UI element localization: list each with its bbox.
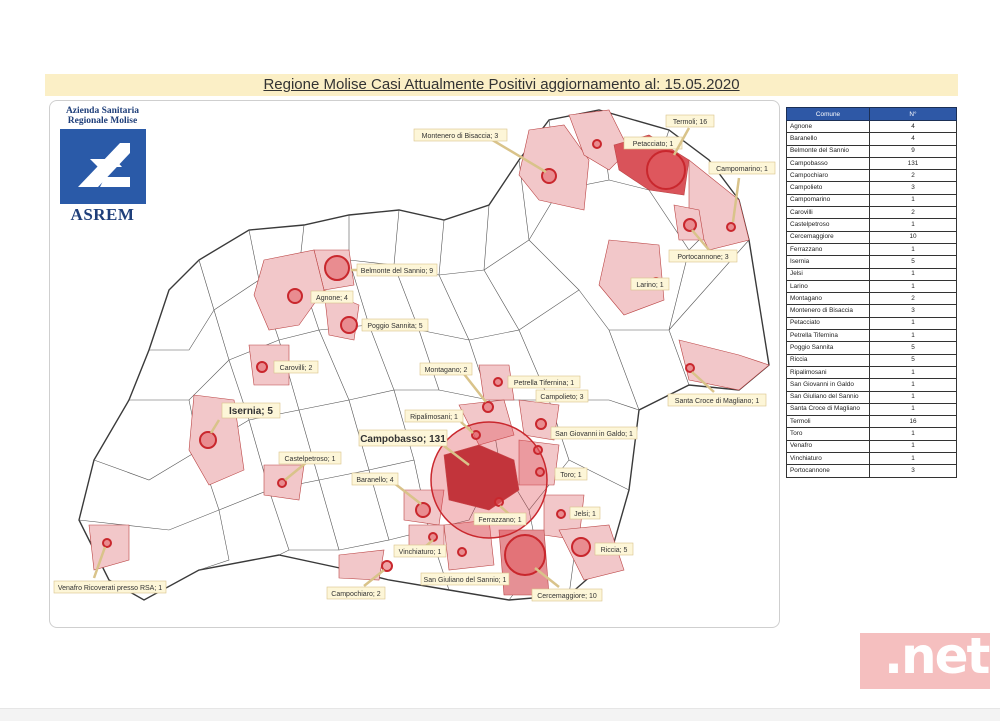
cell-count: 2 xyxy=(870,293,957,305)
cell-count: 4 xyxy=(870,133,957,145)
table-row xyxy=(787,330,957,342)
cell-count: 1 xyxy=(870,268,957,280)
label-campochiaro: Campochiaro; 2 xyxy=(331,591,381,598)
label-campomarino: Campomarino; 1 xyxy=(716,166,768,173)
label-jelsi: Jelsi; 1 xyxy=(574,511,596,518)
marker-campomarino xyxy=(727,223,735,231)
label-ferrazzano: Ferrazzano; 1 xyxy=(478,517,522,524)
label-venafro: Venafro Ricoverati presso RSA; 1 xyxy=(57,585,163,592)
table-row xyxy=(787,182,957,194)
cell-count: 1 xyxy=(870,453,957,465)
label-campolieto: Campolieto; 3 xyxy=(540,394,584,401)
cell-comune: Montenero di Bisaccia xyxy=(787,305,870,317)
logo-acronym: ASREM xyxy=(70,205,135,224)
label-termoli: Termoli; 16 xyxy=(672,119,708,126)
cell-count: 16 xyxy=(870,416,957,428)
label-agnone: Agnone; 4 xyxy=(316,295,348,302)
callout-jelsi xyxy=(570,507,600,519)
table-row xyxy=(787,428,957,440)
cell-count: 2 xyxy=(870,207,957,219)
marker-petrella xyxy=(494,378,502,386)
table-row xyxy=(787,342,957,354)
cell-count: 5 xyxy=(870,354,957,366)
table-row xyxy=(787,293,957,305)
callout-carovilli xyxy=(274,361,318,373)
cell-count: 2 xyxy=(870,170,957,182)
cell-comune: Castelpetroso xyxy=(787,219,870,231)
marker-baranello xyxy=(416,503,430,517)
title-text: Regione Molise Casi Attualmente Positivi aggiornamento al: 15.05.2020 xyxy=(263,76,740,93)
page-title xyxy=(45,74,958,96)
cell-comune: Carovilli xyxy=(787,207,870,219)
cell-comune: San Giovanni in Galdo xyxy=(787,379,870,391)
label-petrella: Petrella Tifernina; 1 xyxy=(513,380,575,387)
cases-table xyxy=(786,107,957,478)
label-cercemaggiore: Cercemaggiore; 10 xyxy=(537,593,597,600)
marker-cercemaggiore xyxy=(505,535,545,575)
cell-count: 5 xyxy=(870,342,957,354)
cell-count: 1 xyxy=(870,403,957,415)
marker-jelsi xyxy=(557,510,565,518)
table-row xyxy=(787,256,957,268)
logo-line-1: Azienda Sanitaria xyxy=(65,106,140,116)
cell-comune: Ripalimosani xyxy=(787,366,870,378)
bottom-strip xyxy=(0,708,1000,721)
cell-count: 1 xyxy=(870,330,957,342)
cell-count: 1 xyxy=(870,428,957,440)
table-row xyxy=(787,243,957,255)
cell-count: 1 xyxy=(870,280,957,292)
cell-comune: Petrella Tifernina xyxy=(787,330,870,342)
table-row xyxy=(787,465,957,477)
label-sangiuliano: San Giuliano del Sannio; 1 xyxy=(423,577,507,584)
marker-carovilli xyxy=(257,362,267,372)
marker-petacciato xyxy=(593,140,601,148)
header-comune: Comune xyxy=(787,108,870,121)
cell-comune: Campobasso xyxy=(787,157,870,169)
callout-toro xyxy=(555,468,587,480)
cell-comune: Poggio Sannita xyxy=(787,342,870,354)
cell-count: 3 xyxy=(870,465,957,477)
callout-riccia xyxy=(595,543,633,555)
cell-count: 3 xyxy=(870,305,957,317)
label-sangiovanni: San Giovanni in Galdo; 1 xyxy=(555,431,633,438)
callout-sangiovanni xyxy=(551,427,637,439)
cell-comune: Vinchiaturo xyxy=(787,453,870,465)
marker-poggio xyxy=(341,317,357,333)
cell-count: 1 xyxy=(870,194,957,206)
marker-venafro xyxy=(103,539,111,547)
label-belmonte: Belmonte del Sannio; 9 xyxy=(360,268,434,275)
callout-campolieto xyxy=(536,390,588,402)
cell-comune: Agnone xyxy=(787,121,870,133)
table-row xyxy=(787,317,957,329)
table-row xyxy=(787,157,957,169)
label-ripalimosani: Ripalimosani; 1 xyxy=(410,414,458,421)
cell-count: 1 xyxy=(870,391,957,403)
cell-count: 1 xyxy=(870,219,957,231)
table-row xyxy=(787,440,957,452)
label-portocannone: Portocannone; 3 xyxy=(677,254,729,261)
cell-count: 1 xyxy=(870,440,957,452)
table-row xyxy=(787,194,957,206)
cell-comune: San Giuliano del Sannio xyxy=(787,391,870,403)
marker-agnone xyxy=(288,289,302,303)
callout-agnone xyxy=(311,291,353,303)
logo-line-2: Regionale Molise xyxy=(67,116,138,126)
table-row xyxy=(787,391,957,403)
cell-comune: Larino xyxy=(787,280,870,292)
table-row xyxy=(787,379,957,391)
table-row xyxy=(787,366,957,378)
cell-comune: Portocannone xyxy=(787,465,870,477)
table-row xyxy=(787,219,957,231)
label-poggio: Poggio Sannita; 5 xyxy=(367,323,423,330)
label-campobasso: Campobasso; 131 xyxy=(360,434,446,445)
marker-campolieto xyxy=(536,419,546,429)
table-row xyxy=(787,354,957,366)
marker-santacroce xyxy=(686,364,694,372)
header-count: N° xyxy=(870,108,957,121)
table-header-row xyxy=(787,108,957,121)
cell-count: 3 xyxy=(870,182,957,194)
marker-vinchiaturo xyxy=(429,533,437,541)
cell-count: 131 xyxy=(870,157,957,169)
label-carovilli: Carovilli; 2 xyxy=(279,365,313,372)
marker-toro xyxy=(536,468,544,476)
marker-sangiovanni xyxy=(534,446,542,454)
callout-belmonte xyxy=(351,264,437,276)
cell-count: 10 xyxy=(870,231,957,243)
marker-ferrazzano xyxy=(495,498,503,506)
cell-comune: Campochiaro xyxy=(787,170,870,182)
cell-comune: Petacciato xyxy=(787,317,870,329)
label-riccia: Riccia; 5 xyxy=(600,547,628,554)
table-row xyxy=(787,305,957,317)
table-row xyxy=(787,268,957,280)
table-row xyxy=(787,416,957,428)
cell-comune: Toro xyxy=(787,428,870,440)
table-row xyxy=(787,403,957,415)
label-larino: Larino; 1 xyxy=(636,282,664,289)
label-baranello: Baranello; 4 xyxy=(356,477,394,484)
label-santacroce: Santa Croce di Magliano; 1 xyxy=(674,398,760,405)
cell-count: 1 xyxy=(870,379,957,391)
marker-sangiuliano xyxy=(458,548,466,556)
cell-comune: Riccia xyxy=(787,354,870,366)
table-row xyxy=(787,121,957,133)
table-row xyxy=(787,145,957,157)
molise-map xyxy=(49,100,778,626)
label-petacciato: Petacciato; 1 xyxy=(632,141,674,148)
label-montagano: Montagano; 2 xyxy=(424,367,468,374)
table-row xyxy=(787,453,957,465)
label-toro: Toro; 1 xyxy=(560,472,582,479)
callout-sangiuliano xyxy=(421,573,509,585)
marker-isernia xyxy=(200,432,216,448)
marker-riccia xyxy=(572,538,590,556)
watermark-logo xyxy=(860,627,990,689)
callout-petrella xyxy=(508,376,580,388)
cell-count: 4 xyxy=(870,121,957,133)
cell-comune: Baranello xyxy=(787,133,870,145)
table-row xyxy=(787,207,957,219)
logo-mark-icon xyxy=(60,129,146,204)
marker-termoli xyxy=(647,151,685,189)
marker-castelpetroso xyxy=(278,479,286,487)
label-montenero: Montenero di Bisaccia; 3 xyxy=(421,133,499,140)
label-vinchiaturo: Vinchiaturo; 1 xyxy=(398,549,442,556)
cell-count: 1 xyxy=(870,366,957,378)
cell-count: 1 xyxy=(870,317,957,329)
watermark-text: .net xyxy=(884,627,989,685)
marker-belmonte xyxy=(325,256,349,280)
asrem-logo xyxy=(55,106,150,224)
cell-count: 5 xyxy=(870,256,957,268)
cell-count: 9 xyxy=(870,145,957,157)
table-body xyxy=(787,121,957,478)
cell-comune: Campomarino xyxy=(787,194,870,206)
cell-count: 1 xyxy=(870,243,957,255)
cell-comune: Belmonte del Sannio xyxy=(787,145,870,157)
cell-comune: Campolieto xyxy=(787,182,870,194)
callout-poggio xyxy=(362,319,428,331)
cell-comune: Isernia xyxy=(787,256,870,268)
cell-comune: Santa Croce di Magliano xyxy=(787,403,870,415)
table-row xyxy=(787,231,957,243)
callout-petacciato xyxy=(624,137,682,149)
label-isernia: Isernia; 5 xyxy=(229,406,273,417)
cell-comune: Cercemaggiore xyxy=(787,231,870,243)
callout-larino xyxy=(631,278,669,290)
table-row xyxy=(787,170,957,182)
marker-portocannone xyxy=(684,219,696,231)
cell-comune: Ferrazzano xyxy=(787,243,870,255)
cell-comune: Termoli xyxy=(787,416,870,428)
cell-comune: Jelsi xyxy=(787,268,870,280)
cell-comune: Venafro xyxy=(787,440,870,452)
cell-comune: Montagano xyxy=(787,293,870,305)
label-castelpetroso: Castelpetroso; 1 xyxy=(284,456,336,463)
marker-montagano xyxy=(483,402,493,412)
table-row xyxy=(787,280,957,292)
table-row xyxy=(787,133,957,145)
